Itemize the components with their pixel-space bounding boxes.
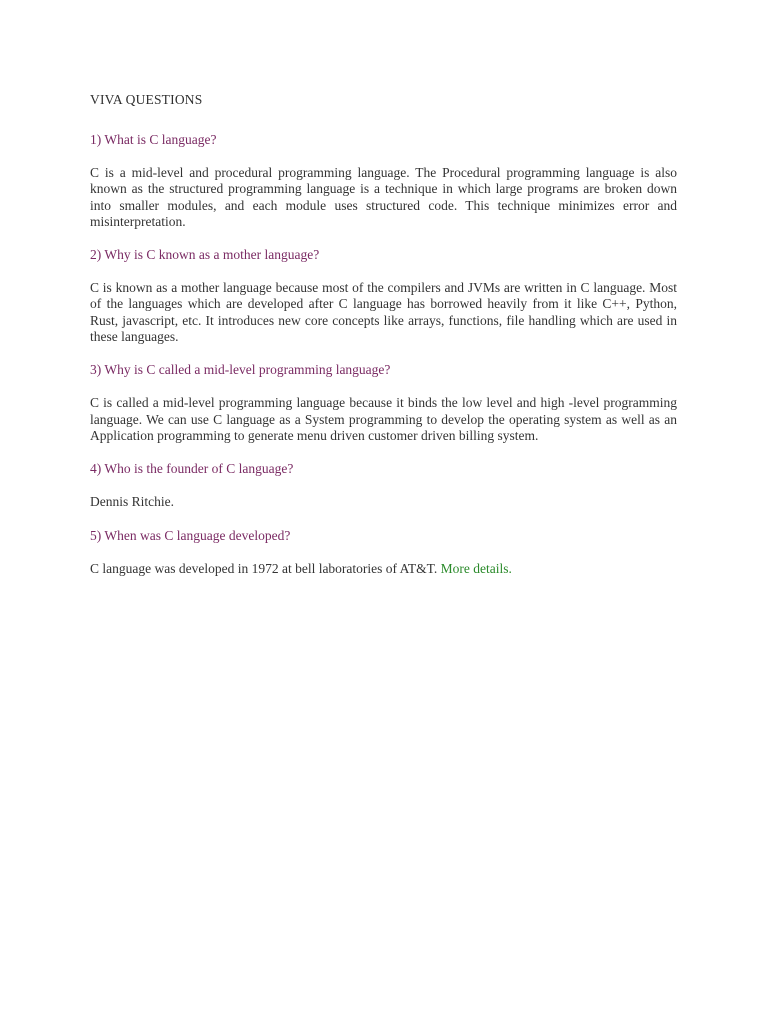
question-3: 3) Why is C called a mid-level programming language? xyxy=(90,362,391,378)
qa-item-3 xyxy=(90,361,677,444)
qa-item-2 xyxy=(90,246,677,345)
question-4: 4) Who is the founder of C language? xyxy=(90,461,294,477)
question-5: 5) When was C language developed? xyxy=(90,527,291,543)
answer-4: Dennis Ritchie. xyxy=(90,494,174,510)
question-1: 1) What is C language? xyxy=(90,132,217,147)
answer-3: C is called a mid-level programming language because it binds the low level and high -level programming language. We can use C language as a System programming to develop the operating system as well as an Application programming to generate menu driven customer driven billing system. xyxy=(90,395,677,443)
answer-2: C is known as a mother language because most of the compilers and JVMs are written in C language. Most of the languages which are developed after C language has borrowed heavily from it like C++, Python, Rust, javascript, etc. It introduces new core concepts like arrays, functions, file handling which are used in these languages. xyxy=(90,280,677,345)
answer-1: C is a mid-level and procedural programming language. The Procedural programming language is also known as the structured programming language is a technique in which large programs are broken down into smaller modules, and each module uses structured code. This technique minimizes error and misinterpretation. xyxy=(90,165,677,229)
page-title: VIVA QUESTIONS xyxy=(90,92,203,107)
document-page xyxy=(90,91,677,593)
qa-item-1 xyxy=(90,131,677,230)
more-details-link[interactable]: More details. xyxy=(440,560,512,576)
answer-5-text: C language was developed in 1972 at bell laboratories of AT&T. xyxy=(90,560,438,576)
qa-item-5 xyxy=(90,527,677,577)
question-2: 2) Why is C known as a mother language? xyxy=(90,247,320,263)
answer-5 xyxy=(90,561,677,577)
qa-item-4 xyxy=(90,460,677,510)
